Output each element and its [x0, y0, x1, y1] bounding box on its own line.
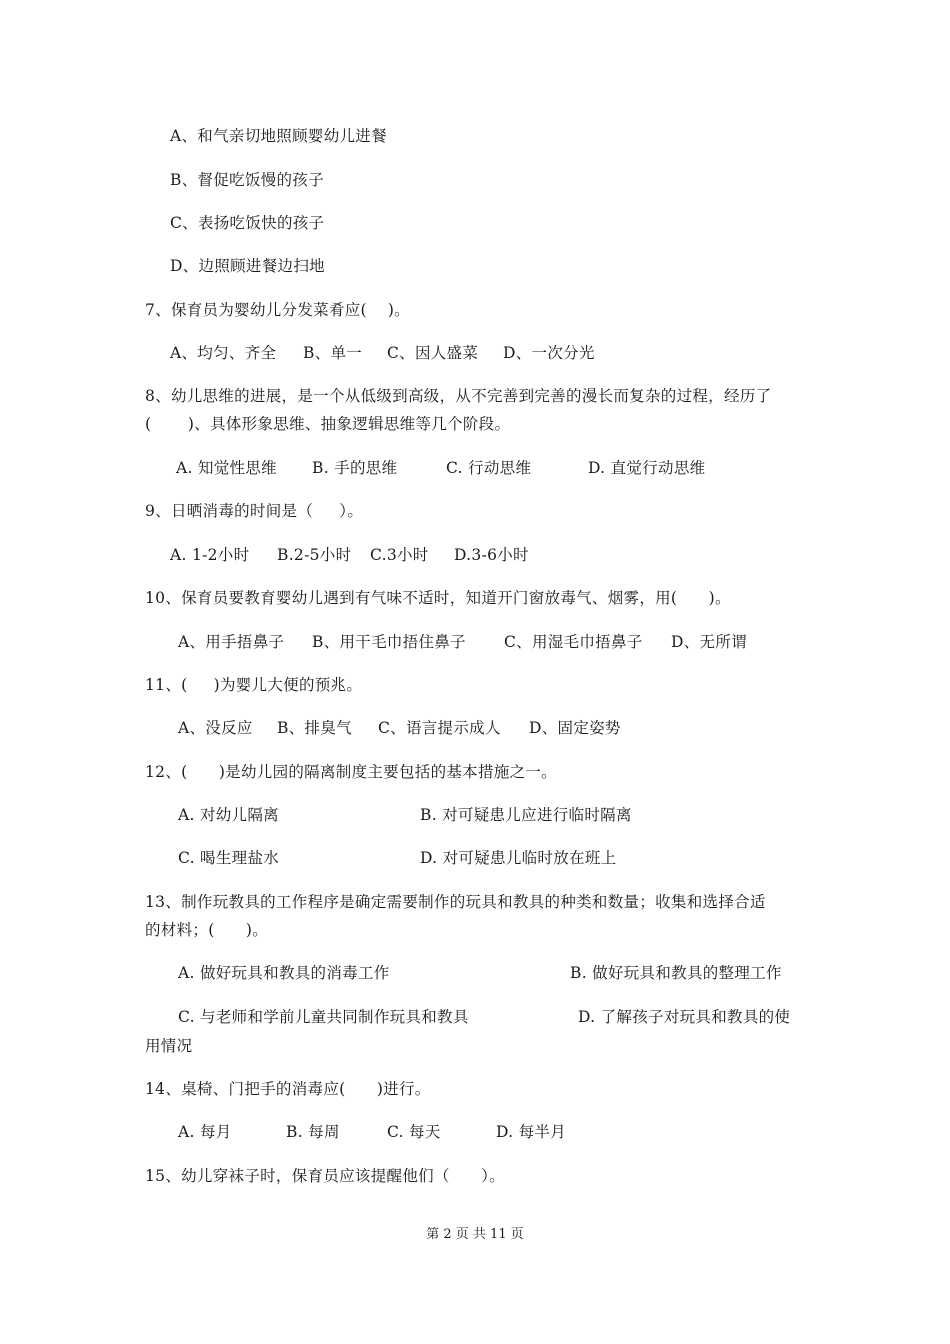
- q8-option-b: B. 手的思维: [312, 459, 398, 477]
- q7-option-d: D、一次分光: [503, 344, 595, 362]
- q12-stem: 12、( )是幼儿园的隔离制度主要包括的基本措施之一。: [145, 763, 557, 781]
- q6-option-b: B、督促吃饭慢的孩子: [170, 171, 324, 189]
- q9-option-d: D.3-6小时: [454, 546, 529, 564]
- q13-option-a: A. 做好玩具和教具的消毒工作: [178, 964, 390, 982]
- q13-option-d-cont: 用情况: [145, 1037, 193, 1055]
- q11-option-b: B、排臭气: [277, 719, 352, 737]
- q11-option-c: C、语言提示成人: [378, 719, 501, 737]
- q10-option-d: D、无所谓: [671, 633, 747, 651]
- q12-option-d: D. 对可疑患儿临时放在班上: [420, 849, 617, 867]
- q13-option-c: C. 与老师和学前儿童共同制作玩具和教具: [178, 1008, 469, 1026]
- q7-option-b: B、单一: [303, 344, 363, 362]
- page-footer: 第 2 页 共 11 页: [426, 1227, 524, 1242]
- q10-option-c: C、用湿毛巾捂鼻子: [504, 633, 643, 651]
- q12-option-c: C. 喝生理盐水: [178, 849, 280, 867]
- q14-option-d: D. 每半月: [496, 1123, 567, 1141]
- q9-option-b: B.2-5小时: [277, 546, 352, 564]
- q8-stem-line2: ( )、具体形象思维、抽象逻辑思维等几个阶段。: [145, 415, 511, 433]
- q7-option-c: C、因人盛菜: [387, 344, 479, 362]
- q12-option-b: B. 对可疑患儿应进行临时隔离: [420, 806, 632, 824]
- q14-option-a: A. 每月: [178, 1123, 232, 1141]
- q10-option-b: B、用干毛巾捂住鼻子: [312, 633, 466, 651]
- q6-option-c: C、表扬吃饭快的孩子: [170, 214, 325, 232]
- q11-option-a: A、没反应: [178, 719, 253, 737]
- q14-option-c: C. 每天: [387, 1123, 441, 1141]
- q12-option-a: A. 对幼儿隔离: [178, 806, 279, 824]
- q8-option-d: D. 直觉行动思维: [588, 459, 706, 477]
- q14-option-b: B. 每周: [286, 1123, 340, 1141]
- q6-option-d: D、边照顾进餐边扫地: [170, 257, 325, 275]
- q11-option-d: D、固定姿势: [529, 719, 621, 737]
- q7-stem: 7、保育员为婴幼儿分发菜肴应( )。: [145, 301, 410, 319]
- q8-option-a: A. 知觉性思维: [176, 459, 277, 477]
- q8-option-c: C. 行动思维: [446, 459, 532, 477]
- q13-stem-line2: 的材料；( )。: [145, 921, 269, 939]
- q9-option-c: C.3小时: [370, 546, 429, 564]
- q13-stem-line1: 13、制作玩教具的工作程序是确定需要制作的玩具和教具的种类和数量；收集和选择合适: [145, 893, 766, 911]
- q8-stem-line1: 8、幼儿思维的进展，是一个从低级到高级，从不完善到完善的漫长而复杂的过程，经历了: [145, 387, 772, 405]
- q14-stem: 14、桌椅、门把手的消毒应( )进行。: [145, 1080, 431, 1098]
- q13-option-d: D. 了解孩子对玩具和教具的使: [578, 1008, 791, 1026]
- q6-option-a: A、和气亲切地照顾婴幼儿进餐: [170, 127, 387, 145]
- q10-stem: 10、保育员要教育婴幼儿遇到有气味不适时，知道开门窗放毒气、烟雾，用( )。: [145, 589, 731, 607]
- q15-stem: 15、幼儿穿袜子时，保育员应该提醒他们（ ）。: [145, 1167, 505, 1185]
- q7-option-a: A、均匀、齐全: [170, 344, 277, 362]
- q13-option-b: B. 做好玩具和教具的整理工作: [570, 964, 782, 982]
- q9-stem: 9、日晒消毒的时间是（ ）。: [145, 502, 364, 520]
- q11-stem: 11、( )为婴儿大便的预兆。: [145, 676, 363, 694]
- q10-option-a: A、用手捂鼻子: [178, 633, 285, 651]
- q9-option-a: A. 1-2小时: [170, 546, 250, 564]
